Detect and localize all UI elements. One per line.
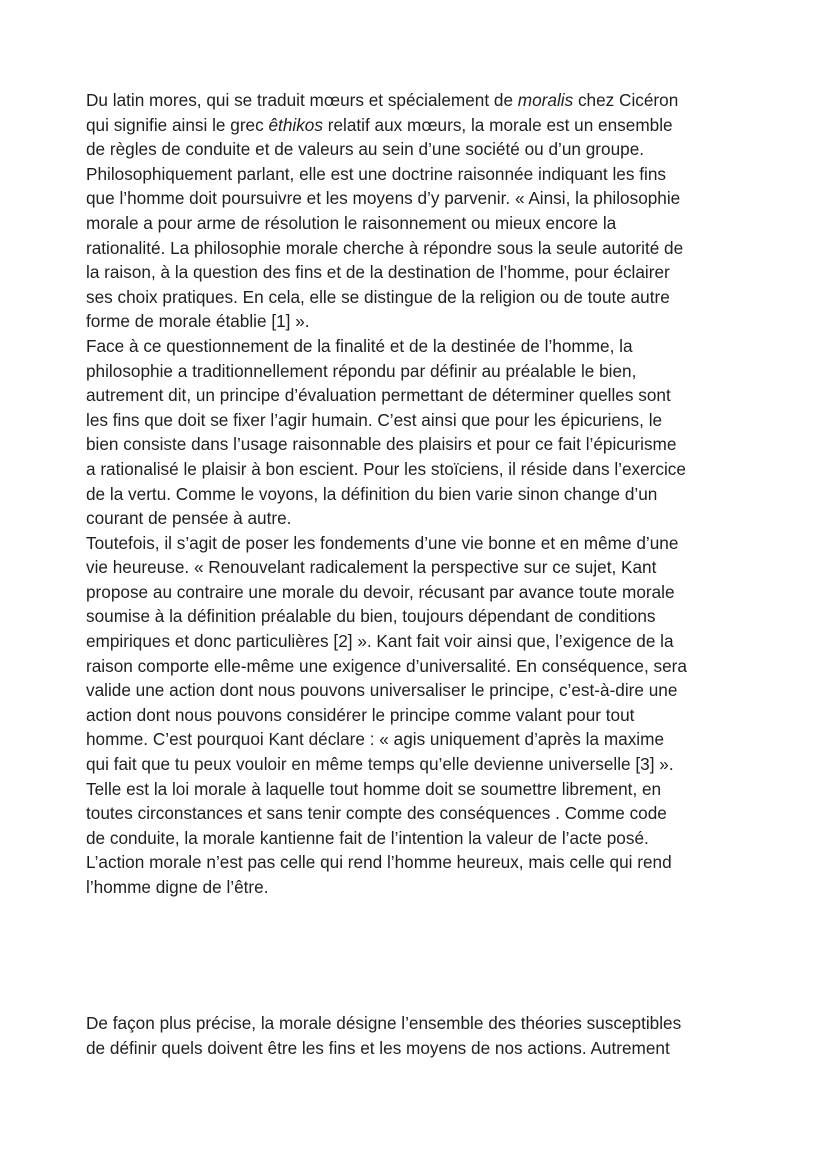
text-line: de définir quels doivent être les fins et les moyens de nos actions. Autrement [86, 1037, 670, 1058]
paragraph-4 [86, 1011, 748, 1060]
text-line: qui fait que tu peux vouloir en même temps qu’elle devienne universelle [3] ». [86, 754, 674, 775]
paragraph-2 [86, 334, 748, 531]
text-run: chez Cicéron [573, 90, 679, 110]
text-run: Du latin mores, qui se traduit mœurs et spécialement de [86, 90, 518, 110]
italic-term-ethikos: êthikos [268, 114, 323, 135]
text-line: de la vertu. Comme le voyons, la définition du bien varie sinon change d’un [86, 483, 658, 504]
paragraph-3 [86, 531, 748, 900]
text-line: valide une action dont nous pouvons universaliser le principe, c’est-à-dire une [86, 680, 678, 701]
text-line: courant de pensée à autre. [86, 508, 292, 529]
text-line: rationalité. La philosophie morale cherche à répondre sous la seule autorité de [86, 237, 684, 258]
text-line: empiriques et donc particulières [2] ». Kant fait voir ainsi que, l’exigence de la [86, 631, 674, 652]
text-line: bien consiste dans l’usage raisonnable des plaisirs et pour ce fait l’épicurisme [86, 434, 677, 455]
text-line: la raison, à la question des fins et de la destination de l’homme, pour éclairer [86, 262, 670, 283]
text-line: Toutefois, il s’agit de poser les fondements d’une vie bonne et en même d’une [86, 532, 679, 553]
text-line: de conduite, la morale kantienne fait de l’intention la valeur de l’acte posé. [86, 827, 649, 848]
text-line: philosophie a traditionnellement répondu par définir au préalable le bien, [86, 360, 637, 381]
text-line: a rationalisé le plaisir à bon escient. Pour les stoïciens, il réside dans l’exercice [86, 458, 686, 479]
paragraph-1 [86, 88, 748, 334]
text-line: soumise à la définition préalable du bien, toujours dépendant de conditions [86, 606, 656, 627]
text-line: ses choix pratiques. En cela, elle se distingue de la religion ou de toute autre [86, 286, 670, 307]
text-line: propose au contraire une morale du devoir, récusant par avance toute morale [86, 581, 675, 602]
text-run: relatif aux mœurs, la morale est un ensemble [322, 114, 673, 135]
text-line: l’homme digne de l’être. [86, 877, 269, 897]
text-line: morale a pour arme de résolution le raisonnement ou mieux encore la [86, 212, 617, 233]
text-line: autrement dit, un principe d’évaluation permettant de déterminer quelles sont [86, 385, 671, 406]
text-line: raison comporte elle-même une exigence d’universalité. En conséquence, sera [86, 655, 687, 676]
text-line: forme de morale établie [1] ». [86, 311, 310, 332]
text-line: L’action morale n’est pas celle qui rend l’homme heureux, mais celle qui rend [86, 852, 672, 873]
text-line [86, 88, 748, 113]
main-text-block [86, 88, 748, 900]
text-line: action dont nous pouvons considérer le principe comme valant pour tout [86, 704, 635, 725]
text-line [86, 113, 748, 138]
text-line: Philosophiquement parlant, elle est une doctrine raisonnée indiquant les fins [86, 163, 666, 184]
text-line: de règles de conduite et de valeurs au sein d’une société ou d’un groupe. [86, 139, 645, 160]
italic-term-moralis: moralis [517, 90, 574, 110]
text-run: qui signifie ainsi le grec [86, 114, 269, 135]
text-line: homme. C’est pourquoi Kant déclare : « agis uniquement d’après la maxime [86, 729, 664, 750]
text-line: Face à ce questionnement de la finalité et de la destinée de l’homme, la [86, 335, 633, 356]
text-line: Telle est la loi morale à laquelle tout homme doit se soumettre librement, en [86, 778, 662, 799]
text-line: De façon plus précise, la morale désigne l’ensemble des théories susceptibles [86, 1013, 682, 1033]
text-line: que l’homme doit poursuivre et les moyens d’y parvenir. « Ainsi, la philosophie [86, 188, 681, 209]
text-line: vie heureuse. « Renouvelant radicalement la perspective sur ce sujet, Kant [86, 557, 657, 578]
text-line: toutes circonstances et sans tenir compte des conséquences . Comme code [86, 803, 667, 824]
text-line: les fins que doit se fixer l’agir humain. C’est ainsi que pour les épicuriens, le [86, 409, 663, 430]
